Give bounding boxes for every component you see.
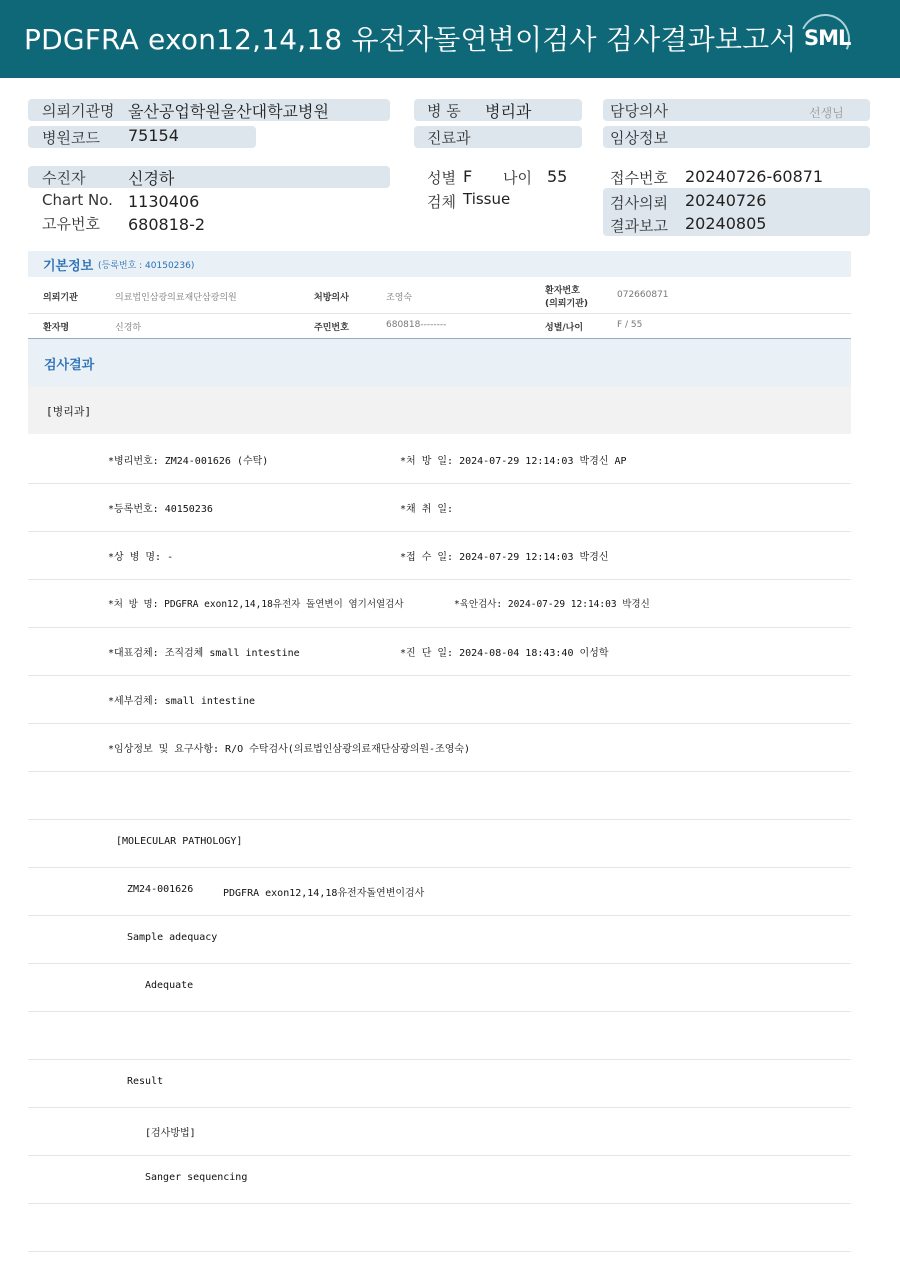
report-header <box>0 0 900 78</box>
hosp-code-label: 병원코드 <box>42 129 100 147</box>
req-org-label: 의뢰기관명 <box>42 102 115 120</box>
result-title: 검사결과 <box>44 358 95 373</box>
chart-label: Chart No. <box>42 191 113 209</box>
sex-value: F <box>463 167 473 186</box>
line-right: *처 방 일: 2024-07-29 12:14:03 박경신 AP <box>400 456 627 467</box>
hosp-code-value: 75154 <box>128 126 179 145</box>
age-label: 나이 <box>503 169 532 187</box>
method-label: [검사방법] <box>145 1128 196 1139</box>
result-line-7 <box>28 723 851 772</box>
specimen-label: 검체 <box>427 193 456 211</box>
basic-info-reg: (등록번호 : 40150236) <box>98 261 195 271</box>
patient-value: 신경하 <box>128 169 175 188</box>
basic-info-title: 기본정보 <box>43 259 94 274</box>
basic-rrn-value: 680818-------- <box>386 320 447 330</box>
dept-row <box>28 387 851 434</box>
basic-name-label: 환자명 <box>43 323 70 333</box>
report-date-label: 결과보고 <box>610 217 668 235</box>
uid-label: 고유번호 <box>42 215 100 233</box>
report-date-value: 20240805 <box>685 214 767 233</box>
basic-rrn-label: 주민번호 <box>314 323 349 333</box>
sml-logo-icon: SML <box>800 14 852 64</box>
line-right: *육안검사: 2024-07-29 12:14:03 박경신 <box>454 599 650 610</box>
method-label-row <box>28 1107 851 1156</box>
line-left: *세부검체: small intestine <box>108 696 256 707</box>
ward-label: 병 동 <box>427 102 461 120</box>
doctor-suffix: 선생님 <box>809 106 844 120</box>
uid-value: 680818-2 <box>128 215 206 234</box>
line-right: *접 수 일: 2024-07-29 12:14:03 박경신 <box>400 552 609 563</box>
basic-pno-value: 072660871 <box>617 290 669 300</box>
mol-id: ZM24-001626 <box>127 884 194 895</box>
receipt-value: 20240726-60871 <box>685 167 824 186</box>
sex-label: 성별 <box>427 169 456 187</box>
report-title: PDGFRA exon12,14,18 유전자돌연변이검사 검사결과보고서 <box>24 23 797 56</box>
mol-test-row <box>28 867 851 916</box>
dept-label: 진료과 <box>427 129 471 147</box>
receipt-label: 접수번호 <box>610 169 668 187</box>
line-left: *임상정보 및 요구사항: R/O 수탁검사(의료법인삼광의료재단삼광의원-조영숙) <box>108 744 471 755</box>
req-org-value: 울산공업학원울산대학교병원 <box>128 102 329 121</box>
result-label-row <box>28 1059 851 1108</box>
ward-value: 병리과 <box>485 102 532 121</box>
result-line-3 <box>28 531 851 580</box>
result-header <box>28 338 851 387</box>
blank-row <box>28 1011 851 1060</box>
line-right: *진 단 일: 2024-08-04 18:43:40 이성학 <box>400 648 609 659</box>
line-left: *등록번호: 40150236 <box>108 504 213 515</box>
basic-sexage-value: F / 55 <box>617 320 643 330</box>
age-value: 55 <box>547 167 568 186</box>
basic-name-value: 신경하 <box>115 323 142 333</box>
adequacy-value: Adequate <box>145 980 194 991</box>
result-line-4 <box>28 579 851 628</box>
line-left: *병리번호: ZM24-001626 (수탁) <box>108 456 269 467</box>
line-left: *처 방 명: PDGFRA exon12,14,18유전자 돌연변이 염기서열검사 <box>108 599 404 610</box>
patient-label: 수진자 <box>42 169 86 187</box>
specimen-value: Tissue <box>463 190 511 208</box>
dept-name: [병리과] <box>46 405 92 418</box>
adequacy-value-row <box>28 963 851 1012</box>
line-left: *상 병 명: - <box>108 552 174 563</box>
line-left: *대표검체: 조직검체 small intestine <box>108 648 300 659</box>
method-value-row <box>28 1155 851 1204</box>
result-line-2 <box>28 483 851 532</box>
blank-row <box>28 1203 851 1252</box>
basic-sexage-label: 성별/나이 <box>545 323 584 333</box>
method-value: Sanger sequencing <box>145 1172 248 1183</box>
result-line-5 <box>28 627 851 676</box>
adequacy-label-row <box>28 915 851 964</box>
mol-header: [MOLECULAR PATHOLOGY] <box>116 836 243 847</box>
req-date-label: 검사의뢰 <box>610 194 668 212</box>
basic-org-label: 의뢰기관 <box>43 293 78 303</box>
doctor-label: 담당의사 <box>610 102 668 120</box>
mol-name: PDGFRA exon12,14,18유전자돌연변이검사 <box>223 888 425 899</box>
basic-presc-value: 조영숙 <box>386 293 413 303</box>
result-line-1 <box>28 435 851 484</box>
basic-org-value: 의료법인삼광의료재단삼광의원 <box>115 293 237 303</box>
mol-header-row <box>28 819 851 868</box>
adequacy-label: Sample adequacy <box>127 932 218 943</box>
basic-presc-label: 처방의사 <box>314 293 349 303</box>
basic-info-header <box>28 251 851 277</box>
result-label: Result <box>127 1076 164 1087</box>
basic-pno-label: 환자번호 <box>545 286 580 296</box>
clinical-label: 임상정보 <box>610 129 668 147</box>
req-date-value: 20240726 <box>685 191 767 210</box>
blank-row <box>28 771 851 820</box>
line-right: *채 취 일: <box>400 504 454 515</box>
basic-pno-label2: (의뢰기관) <box>545 299 589 309</box>
result-line-6 <box>28 675 851 724</box>
chart-value: 1130406 <box>128 192 200 211</box>
basic-divider <box>28 313 851 314</box>
